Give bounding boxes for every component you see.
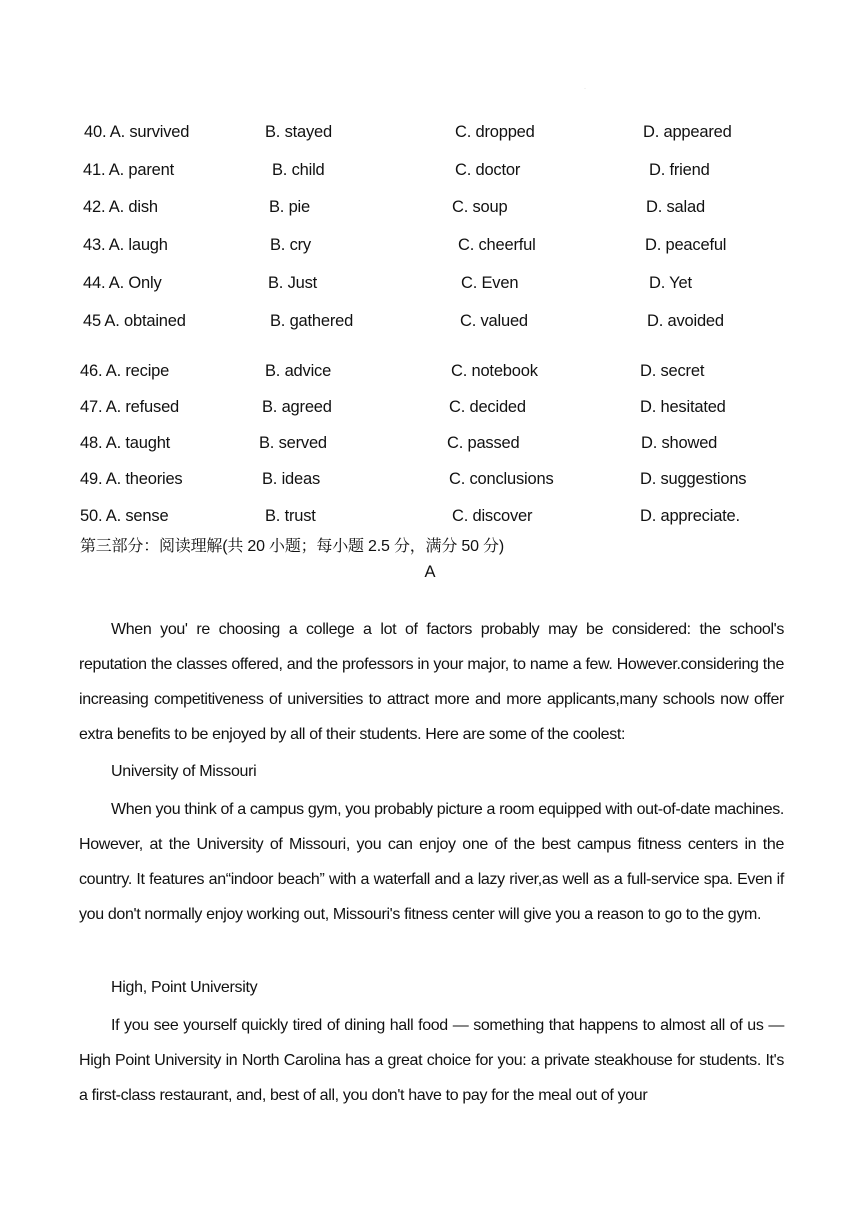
option-c: C. soup [452,198,508,216]
passage-letter: A [424,563,436,581]
option-d: D. friend [649,161,710,179]
option-a: 49. A. theories [80,470,183,488]
option-b: B. trust [265,507,316,525]
heading-high-point-university: High, Point University [111,979,258,996]
option-c: C. Even [461,274,519,292]
question-row-44 [0,274,860,298]
question-row-43 [0,236,860,260]
option-c: C. dropped [455,123,535,141]
heading-university-of-missouri: University of Missouri [111,763,257,780]
option-a: 45 A. obtained [83,312,186,330]
option-d: D. suggestions [640,470,747,488]
passage-intro-text: When you' re choosing a college a lot of factors probably may be considered: the school's reputation the classes offered, and the professors in your major, to name a few. However.considering the increasing competitiveness of universities to attract more and more applicants,many schools now offer extra benefits to be enjoyed by all of their students. Here are some of the coolest: [79,621,784,743]
option-a: 47. A. refused [80,398,180,416]
scan-dot: · [584,86,586,92]
option-a: 42. A. dish [83,198,158,216]
option-d: D. avoided [647,312,724,330]
option-a: 43. A. laugh [83,236,168,254]
passage-intro [79,612,784,752]
question-row-42 [0,198,860,222]
option-a: 41. A. parent [83,161,174,179]
option-a: 46. A. recipe [80,362,170,380]
option-a: 50. A. sense [80,507,169,525]
option-b: B. agreed [262,398,332,416]
option-b: B. cry [270,236,311,254]
option-b: B. ideas [262,470,321,488]
option-c: C. valued [460,312,528,330]
option-a: 48. A. taught [80,434,171,452]
option-d: D. Yet [649,274,692,292]
option-d: D. secret [640,362,705,380]
passage-paragraph-2-text: If you see yourself quickly tired of dining hall food — something that happens to almost all of us — High Point University in North Carolina has a great choice for you: a private steakhouse for students. It's a first-class restaurant, and, best of all, you don't have to pay for the meal out of your [79,1017,784,1104]
option-b: B. stayed [265,123,332,141]
question-row-41 [0,161,860,185]
option-c: C. discover [452,507,533,525]
option-d: D. peaceful [645,236,727,254]
question-row-40 [0,123,860,147]
passage-paragraph-2 [79,1008,784,1113]
question-row-45 [0,312,860,336]
option-d: D. salad [646,198,705,216]
passage-paragraph-1 [79,792,784,932]
option-c: C. passed [447,434,520,452]
question-row-50 [0,507,860,531]
option-d: D. hesitated [640,398,726,416]
option-b: B. Just [268,274,318,292]
question-row-46 [0,362,860,386]
section-title: 第三部分：阅读理解(共 20 小题；每小题 2.5 分，满分 50 分) [80,538,504,555]
option-b: B. gathered [270,312,354,330]
question-row-49 [0,470,860,494]
option-a: 40. A. survived [84,123,190,141]
option-d: D. showed [641,434,718,452]
option-c: C. cheerful [458,236,536,254]
option-c: C. decided [449,398,526,416]
question-row-48 [0,434,860,458]
option-a: 44. A. Only [83,274,162,292]
option-b: B. advice [265,362,332,380]
option-d: D. appeared [643,123,732,141]
question-row-47 [0,398,860,422]
option-c: C. conclusions [449,470,554,488]
option-b: B. pie [269,198,310,216]
option-b: B. child [272,161,325,179]
passage-paragraph-1-text: When you think of a campus gym, you probably picture a room equipped with out-of-date machines. However, at the University of Missouri, you can enjoy one of the best campus fitness centers in the country. It features an“indoor beach” with a waterfall and a lazy river,as well as a full-service spa. Even if you don't normally enjoy working out, Missouri's fitness center will give you a reason to go to the gym. [79,801,784,923]
option-c: C. doctor [455,161,521,179]
option-b: B. served [259,434,327,452]
option-c: C. notebook [451,362,538,380]
option-d: D. appreciate. [640,507,740,525]
